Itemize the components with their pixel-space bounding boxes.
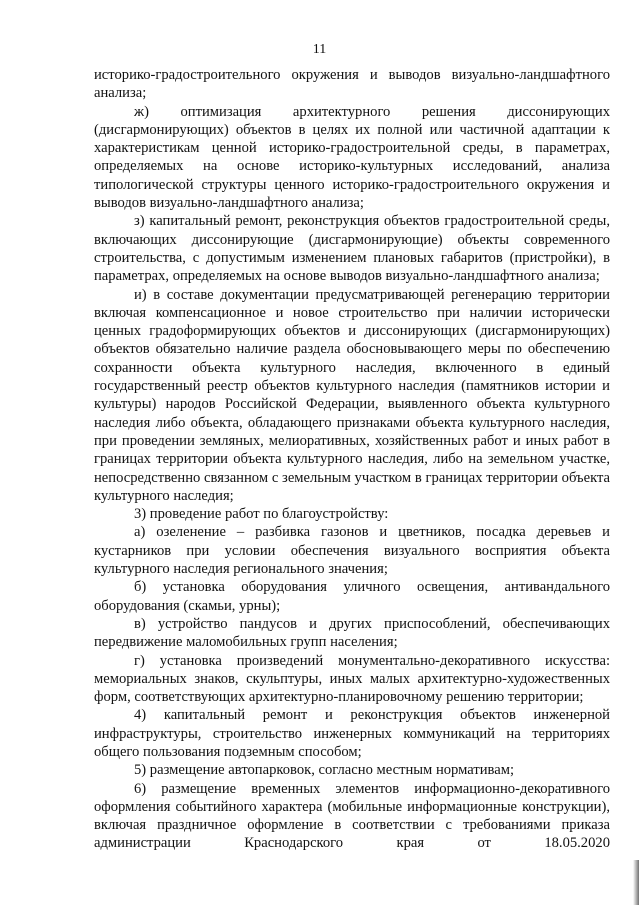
paragraph-item-zh: ж) оптимизация архитектурного решения диссонирующих (дисгармонирующих) объектов в целях их полной или частичной адаптации к характеристикам ценной историко-градостроительной среды, в параметрах, определяемых на основе историко-культурных исследований, анализа типологической структуры ценного историко-градостроительного окружения и выводов визуально-ландшафтного анализа; xyxy=(94,103,610,212)
paragraph-point-4: 4) капитальный ремонт и реконструкция объектов инженерной инфраструктуры, строительство инженерных коммуникаций на территориях общего пользования подземным способом; xyxy=(94,707,610,760)
paragraph-item-g: г) установка произведений монументально-декоративного искусства: мемориальных знаков, скульптуры, иных малых архитектурно-художественных форм, соответствующих архитектурно-планировочному решению территории; xyxy=(94,652,610,706)
paragraph-item-a: а) озеленение – разбивка газонов и цветников, посадка деревьев и кустарников при условии обеспечения визуального восприятия объекта культурного наследия регионального значения; xyxy=(94,524,610,578)
page-number: 11 xyxy=(312,42,327,57)
paragraph-point-5: 5) размещение автопарковок, согласно местным нормативам; xyxy=(134,762,515,779)
paragraph-point-3: 3) проведение работ по благоустройству: xyxy=(134,506,389,523)
paragraph-point-6: 6) размещение временных элементов информационно-декоративного оформления событийного характера (мобильные информационные конструкции), включая праздничное оформление в соответствии с требованиями приказа администрации Краснодарского края от 18.05.2020 xyxy=(94,780,610,852)
scan-edge-shadow xyxy=(633,860,639,905)
paragraph-1: историко-градостроительного окружения и выводов визуально-ландшафтного анализа; xyxy=(94,67,610,102)
paragraph-item-z: з) капитальный ремонт, реконструкция объектов градостроительной среды, включающих диссонирующие (дисгармонирующие) объекты современного строительства, с допустимым изменением плановых габаритов (пристройки), в параметрах, определяемых на основе выводов визуально-ландшафтного анализа; xyxy=(94,213,610,285)
paragraph-item-b: б) установка оборудования уличного освещения, антивандального оборудования (скамьи, урны); xyxy=(94,579,610,614)
paragraph-item-i: и) в составе документации предусматривающей регенерацию территории включая компенсационное и новое строительство при наличии исторически ценных градоформирующих объектов и диссонирующих (дисгармонирующих) объектов обязательно наличие раздела обосновывающего меры по обеспечению сохранности объекта культурного наследия, включенного в единый государственный реестр объектов культурного наследия (памятников истории и культуры) народов Российской Федерации, выявленного объекта культурного наследия либо объекта, обладающего признаками объекта культурного наследия, при проведении земляных, мелиоративных, хозяйственных работ и иных работ в границах территории объекта культурного наследия, либо на земельном участке, непосредственно связанном с земельным участком в границах территории объекта культурного наследия; xyxy=(94,286,610,504)
body-text xyxy=(94,66,610,853)
paragraph-item-v: в) устройство пандусов и других приспособлений, обеспечивающих передвижение маломобильных групп населения; xyxy=(94,615,610,651)
